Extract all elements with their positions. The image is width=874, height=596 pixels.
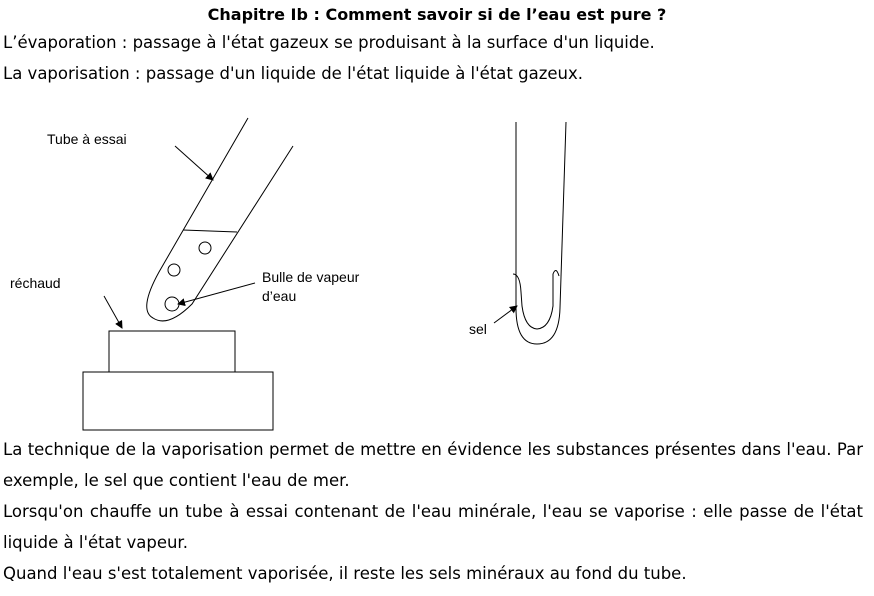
label-tube: Tube à essai: [47, 131, 127, 147]
definition-evaporation: L’évaporation : passage à l'état gazeux se produisant à la surface d'un liquide.: [3, 33, 655, 52]
label-rechaud: réchaud: [10, 275, 61, 291]
paragraph-chauffe: Lorsqu'on chauffe un tube à essai contenant de l'eau minérale, l'eau se vaporise : elle passe de l'état liquide à l'état vapeur.: [3, 502, 863, 552]
label-bulle-line2: d’eau: [262, 288, 297, 304]
bubble-2: [168, 264, 180, 276]
rechaud-top: [109, 331, 235, 372]
arrow-rechaud: [104, 296, 122, 328]
label-bulle-line1: Bulle de vapeur: [262, 269, 360, 285]
test-tube-vertical: [513, 122, 566, 344]
arrow-sel: [494, 306, 517, 323]
definition-vaporisation: La vaporisation : passage d'un liquide de l'état liquide à l'état gazeux.: [3, 64, 583, 83]
arrow-tube: [175, 146, 213, 180]
label-sel: sel: [469, 321, 487, 337]
paragraph-technique: La technique de la vaporisation permet de mettre en évidence les substances présentes dans l'eau. Par exemple, le sel que contient l'eau de mer.: [3, 440, 863, 490]
rechaud-base: [83, 372, 273, 430]
page-title: Chapitre Ib : Comment savoir si de l’eau est pure ?: [207, 5, 667, 24]
arrow-bulle: [178, 283, 255, 304]
bubble-1: [199, 242, 211, 254]
bubble-3: [165, 297, 179, 311]
paragraph-sels: Quand l'eau s'est totalement vaporisée, il reste les sels minéraux au fond du tube.: [3, 564, 687, 583]
